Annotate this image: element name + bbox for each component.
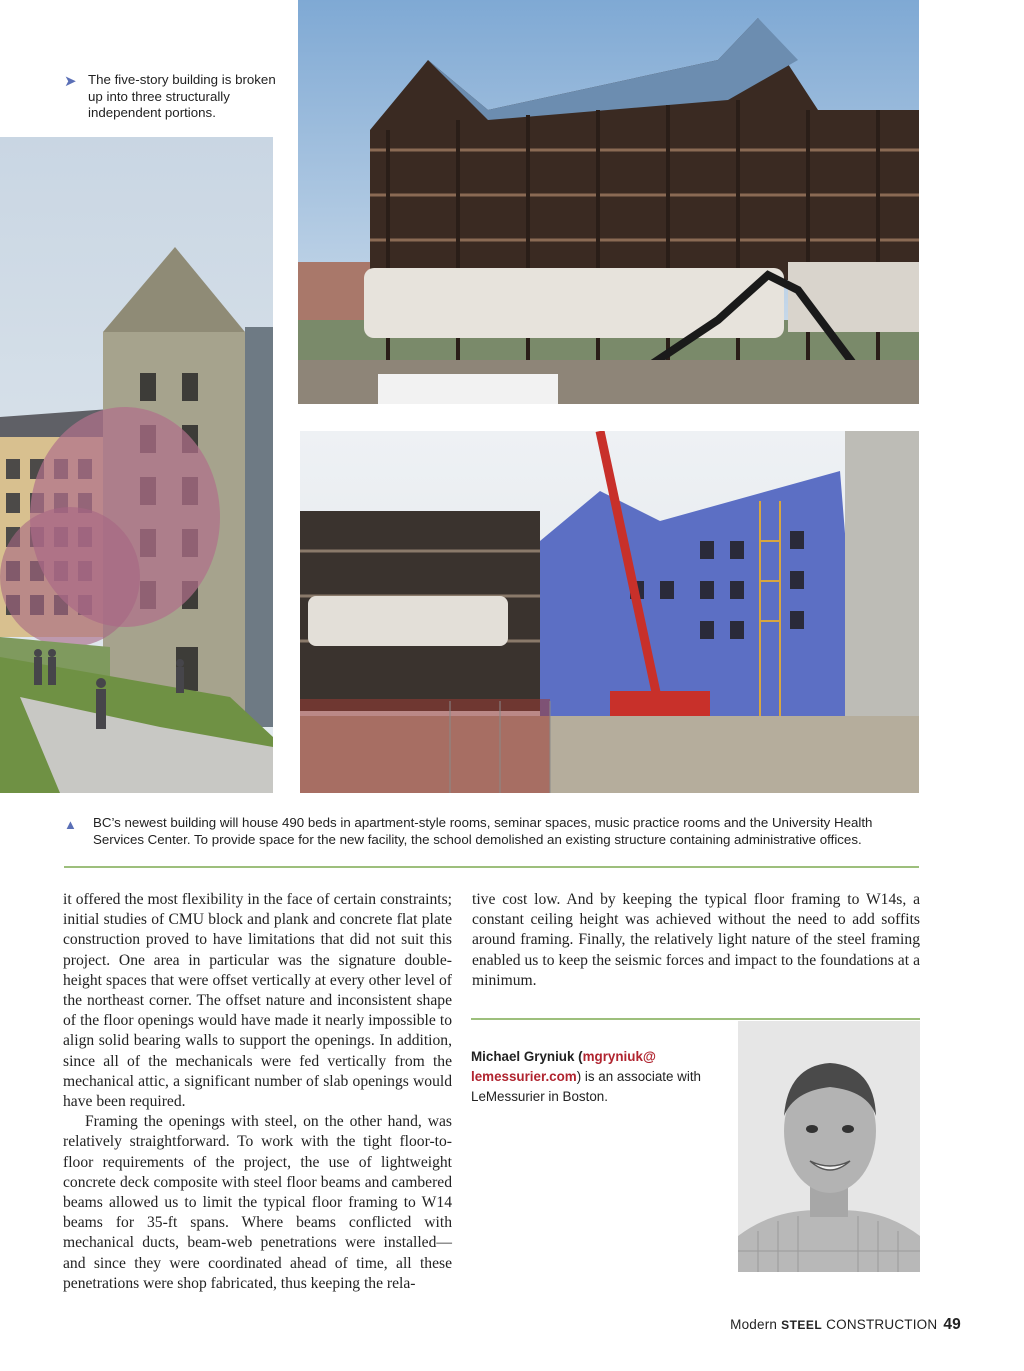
article-left-column [63, 890, 452, 1294]
bio-divider [471, 1018, 920, 1020]
caption-text: The five-story building is broken up into three structurally independent portions. [88, 72, 276, 120]
caption-line-1: BC’s newest building will house 490 beds in apartment-style rooms, seminar spaces, music practice rooms and the University Health [93, 815, 873, 830]
caption-divider [64, 866, 919, 868]
author-name: Michael Gryniuk [471, 1049, 575, 1064]
building-rendering-image [0, 137, 273, 793]
paragraph: it offered the most flexibility in the face of certain constraints; initial studies of CMU block and plank and concrete flat plate construction proved to have limitations that did not suit this project. One area in particular was the signature double-height spaces that were offset vertically at every other level of the northeast corner. The offset nature and inconsistent shape of the floor openings would have made it nearly impossible to align solid bearing walls to support the openings. In addition, since all of the mechanicals were fed vertically from the mechanical attic, a significant number of slab openings would have been required. [63, 891, 452, 1111]
paragraph: Framing the openings with steel, on the other hand, was relatively straightforward. To work with the tight floor-to-floor requirements of the project, the use of lightweight concrete deck composite with steel floor beams and cambered beams allowed us to limit the typical floor framing to W14 beams for 35-ft spans. Where beams conflicted with mechanical ducts, beam-web penetrations were installed—and since they were coordinated ahead of time, all these penetrations were shop fabricated, thus keeping the rela- [63, 1113, 452, 1292]
bio-line-2: lemessurier.com) is an associate with [471, 1069, 701, 1084]
author-email[interactable]: mgryniuk@ [582, 1049, 656, 1064]
author-photo [738, 1021, 920, 1272]
bio-line-1: Michael Gryniuk (mgryniuk@ [471, 1049, 656, 1064]
page-number: 49 [943, 1316, 961, 1333]
magazine-name-steel: STEEL [781, 1318, 823, 1332]
page-footer [730, 1316, 961, 1334]
author-email-domain[interactable]: lemessurier.com [471, 1069, 577, 1084]
magazine-name-construction: CONSTRUCTION [822, 1317, 938, 1332]
bottom-caption [64, 815, 924, 848]
top-caption [64, 72, 286, 122]
steel-frame-photo [298, 0, 919, 404]
caption-arrow-up-icon: ▲ [64, 817, 77, 832]
bio-line-3: LeMessurier in Boston. [471, 1089, 608, 1104]
construction-site-photo [300, 431, 919, 793]
paragraph: tive cost low. And by keeping the typical floor framing to W14s, a constant ceiling height was achieved without the need to add soffits around framing. Finally, the relatively light nature of the steel framing enabled us to keep the seismic forces and impact to the foundations at a minimum. [472, 891, 920, 989]
article-right-column [472, 890, 920, 991]
caption-arrow-icon: ➤ [64, 73, 77, 90]
magazine-name-modern: Modern [730, 1317, 782, 1332]
caption-line-2: Services Center. To provide space for the new facility, the school demolished an existing structure containing administrative offices. [93, 831, 862, 847]
author-bio [471, 1047, 733, 1107]
